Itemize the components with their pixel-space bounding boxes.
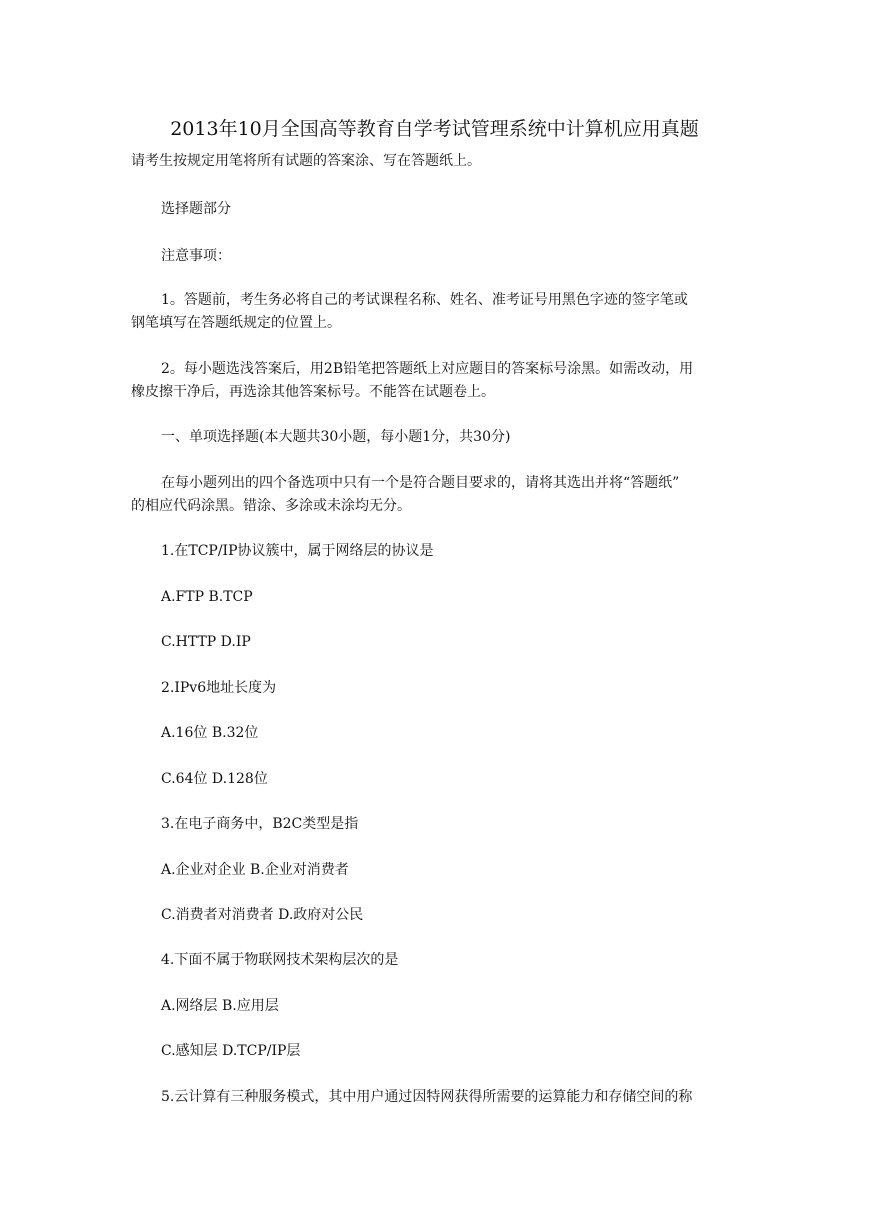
question-2-options-cd: C.64位 D.128位 [161, 771, 268, 787]
question-4-options-cd: C.感知层 D.TCP/IP层 [161, 1043, 301, 1059]
notice-1-line2: 钢笔填写在答题纸规定的位置上。 [131, 315, 341, 331]
part-1-instruction-line1: 在每小题列出的四个备选项中只有一个是符合题目要求的，请将其选出并将“答题纸” [161, 475, 680, 491]
question-4-options-ab: A.网络层 B.应用层 [161, 998, 279, 1014]
question-1-options-cd: C.HTTP D.IP [161, 634, 251, 650]
question-5-stem: 5.云计算有三种服务模式，其中用户通过因特网获得所需要的运算能力和存储空间的称 [161, 1089, 693, 1105]
question-2-options-ab: A.16位 B.32位 [161, 725, 259, 741]
section-heading: 选择题部分 [161, 201, 231, 217]
notice-1-line1: 1。答题前，考生务必将自己的考试课程名称、姓名、准考证号用黑色字迹的签字笔或 [161, 292, 688, 308]
part-1-instruction-line2: 的相应代码涂黑。错涂、多涂或未涂均无分。 [131, 498, 411, 514]
intro-text: 请考生按规定用笔将所有试题的答案涂、写在答题纸上。 [131, 153, 481, 169]
question-3-options-ab: A.企业对企业 B.企业对消费者 [161, 862, 349, 878]
question-4-stem: 4.下面不属于物联网技术架构层次的是 [161, 952, 399, 968]
page-title: 2013年10月全国高等教育自学考试管理系统中计算机应用真题 [170, 118, 699, 140]
notice-heading: 注意事项： [161, 248, 231, 264]
notice-2-line2: 橡皮擦干净后，再选涂其他答案标号。不能答在试题卷上。 [131, 384, 495, 400]
question-2-stem: 2.IPv6地址长度为 [161, 680, 277, 696]
question-1-options-ab: A.FTP B.TCP [161, 589, 253, 605]
question-1-stem: 1.在TCP/IP协议簇中，属于网络层的协议是 [161, 543, 434, 559]
part-1-heading: 一、单项选择题(本大题共30小题，每小题1分，共30分) [161, 429, 511, 445]
question-3-stem: 3.在电子商务中，B2C类型是指 [161, 816, 359, 832]
question-3-options-cd: C.消费者对消费者 D.政府对公民 [161, 907, 364, 923]
notice-2-line1: 2。每小题选浅答案后，用2B铅笔把答题纸上对应题目的答案标号涂黑。如需改动，用 [161, 361, 694, 377]
